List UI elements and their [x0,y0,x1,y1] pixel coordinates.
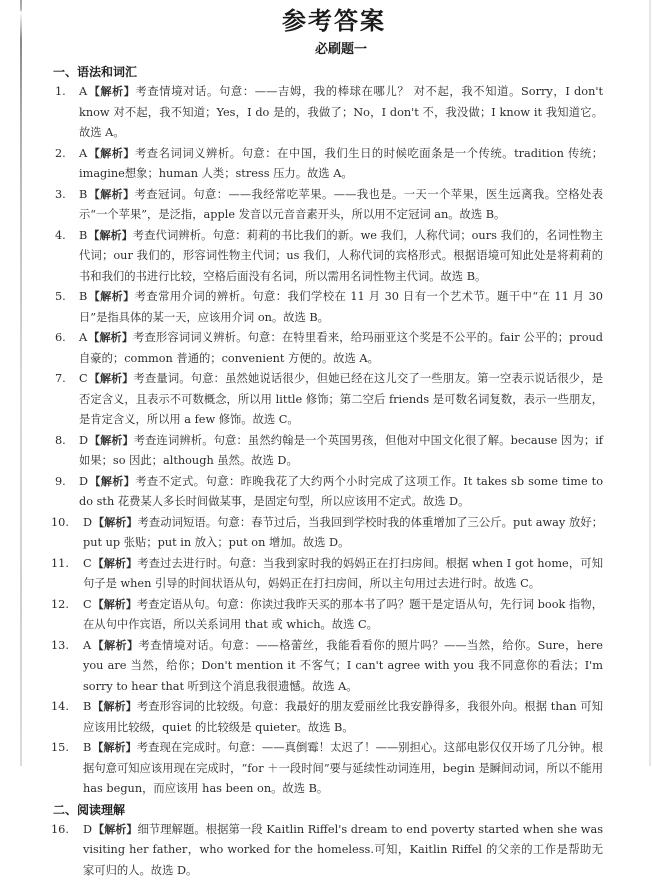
analysis-tag: 【解析】 [93,598,137,611]
item-explanation: 考查常用介词的辨析。句意：我们学校在 11 月 30 日有一个艺术节。题干中“在 11 月 30 日”是指具体的某一天，应该用介词 on。故选 B。 [79,290,603,324]
item-answer: B [79,290,87,303]
item-answer: A [79,147,87,160]
answer-item-8 [55,431,603,472]
answer-item-3 [55,185,603,226]
answer-item-14 [55,697,603,738]
item-explanation: 考查过去进行时。句意：当我到家时我的妈妈正在打扫房间。根据 when I got home，可知句子是 when 引导的时间状语从句，妈妈正在打扫房间，所以主句用过去进行时。故选 C。 [83,557,603,591]
answer-item-7 [55,369,603,431]
page-title: 参考答案 [55,4,603,38]
item-explanation: 考查名词词义辨析。句意：在中国，我们生日的时候吃面条是一个传统。tradition 传统；imagine想象；human 人类；stress 压力。故选 A。 [79,147,603,181]
analysis-tag: 【解析】 [88,331,133,344]
item-explanation: 考查形容词的比较级。句意：我最好的朋友爱丽丝比我安静得多，我很外向。根据 than 可知应该用比较级，quiet 的比较级是 quieter。故选 B。 [83,700,603,734]
item-number: 3. [55,185,79,206]
answer-item-6 [55,328,603,369]
item-number: 2. [55,144,79,165]
analysis-tag: 【解析】 [93,823,137,836]
item-explanation: 考查情境对话。句意：——格蕾丝，我能看看你的照片吗？——当然，给你。Sure，here you are 当然，给你；Don't mention it 不客气；I can't agree with you 我不同意你的看法；I'm sorry to hear that 听到这个消息我很遗憾。故选 A。 [83,639,603,693]
answer-item-12 [55,595,603,636]
item-answer: C [83,557,92,570]
item-answer: B [79,188,87,201]
answer-item-11 [55,554,603,595]
item-answer: D [83,823,92,836]
analysis-tag: 【解析】 [88,188,134,201]
item-number: 12. [51,595,79,616]
item-answer: C [79,372,88,385]
item-number: 5. [55,287,79,308]
item-explanation: 考查连词辨析。句意：虽然约翰是一个英国男孩，但他对中国文化很了解。because 因为；if 如果；so 因此；although 虽然。故选 D。 [79,434,603,468]
analysis-tag: 【解析】 [88,85,135,98]
item-number: 10. [51,513,79,534]
analysis-tag: 【解析】 [88,290,134,303]
analysis-tag: 【解析】 [89,434,134,447]
answer-item-9 [55,472,603,513]
section-reading-comprehension [55,800,603,881]
answer-key-page [55,4,603,881]
item-explanation: 考查情境对话。句意：——吉姆，我的棒球在哪儿？ 对不起，我不知道。Sorry，I don't know 对不起，我不知道；Yes，I do 是的，我做了；No，I don't 不，我没做；I know it 我知道它。故选 A。 [79,85,603,139]
item-number: 7. [55,369,79,390]
answer-item-2 [55,144,603,185]
page-right-edge [649,0,651,766]
item-explanation: 考查不定式。句意：昨晚我花了大约两个小时完成了这项工作。It takes sb some time to do sth 花费某人多长时间做某事，是固定句型，所以应该用不定式。故选 D。 [79,475,603,509]
item-answer: D [79,475,88,488]
item-answer: D [79,434,88,447]
item-answer: A [79,331,87,344]
item-answer: A [83,639,91,652]
analysis-tag: 【解析】 [93,557,138,570]
item-number: 11. [51,554,79,575]
answer-item-15 [55,738,603,800]
item-explanation: 考查冠词。句意：——我经常吃苹果。——我也是。一天一个苹果，医生远离我。空格处表示“一个苹果”，是泛指，apple 发音以元音音素开头，所以用不定冠词 an。故选 B。 [79,188,603,222]
item-explanation: 考查动词短语。句意：春节过后，当我回到学校时我的体重增加了三公斤。put away 放好；put up 张贴；put in 放入；put on 增加。故选 D。 [83,516,603,550]
answer-item-13 [55,636,603,698]
item-answer: C [83,598,92,611]
analysis-tag: 【解析】 [88,147,135,160]
item-explanation: 考查现在完成时。句意：——真倒霉！太迟了！——别担心。这部电影仅仅开场了几分钟。根据句意可知应该用现在完成时，“for ＋一段时间”要与延续性动词连用，begin 是瞬间动词，所以不能用 has begun，而应该用 has been on。故选 B。 [83,741,603,795]
binding-edge-line [20,0,22,766]
answer-item-10 [55,513,603,554]
item-number: 13. [51,636,79,657]
section-heading: 二、阅读理解 [53,800,603,820]
item-number: 8. [55,431,79,452]
answer-item-4 [55,226,603,288]
answer-item-5 [55,287,603,328]
analysis-tag: 【解析】 [93,516,137,529]
item-explanation: 考查代词辨析。句意：莉莉的书比我们的新。we 我们，人称代词；ours 我们的，名词性物主代词；our 我们的，形容词性物主代词；us 我们，人称代词的宾格形式。根据语境可知此处是将莉莉的书和我们的书进行比较，空格后面没有名词，所以需用名词性物主代词。故选 B。 [79,229,603,283]
analysis-tag: 【解析】 [92,700,137,713]
item-answer: B [83,741,91,754]
item-explanation: 考查定语从句。句意：你读过我昨天买的那本书了吗？题干是定语从句，先行词 book 指物，在从句中作宾语，所以关系词用 that 或 which。故选 C。 [83,598,603,632]
item-answer: B [79,229,87,242]
analysis-tag: 【解析】 [92,741,136,754]
item-number: 15. [51,738,79,759]
answer-item-1 [55,82,603,144]
page-subtitle: 必刷题一 [55,40,603,60]
item-explanation: 考查形容词词义辨析。句意：在特里看来，给玛丽亚这个奖是不公平的。fair 公平的；proud 自豪的；common 普通的；convenient 方便的。故选 A。 [79,331,603,365]
answer-item-16 [55,820,603,881]
item-answer: D [83,516,92,529]
analysis-tag: 【解析】 [92,639,138,652]
item-number: 16. [51,820,79,841]
analysis-tag: 【解析】 [88,229,132,242]
item-number: 4. [55,226,79,247]
section-heading: 一、语法和词汇 [53,62,603,82]
item-number: 6. [55,328,79,349]
item-number: 9. [55,472,79,493]
analysis-tag: 【解析】 [89,475,135,488]
item-explanation: 考查量词。句意：虽然她说话很少，但她已经在这儿交了一些朋友。第一空表示说话很少，是否定含义，且表示不可数概念，所以用 little 修饰；第二空后 friends 是可数名词复数，表示一些朋友，是肯定含义，所以用 a few 修饰。故选 C。 [79,372,603,426]
item-answer: A [79,85,87,98]
item-number: 1. [55,82,79,103]
item-number: 14. [51,697,79,718]
analysis-tag: 【解析】 [89,372,134,385]
item-explanation: 细节理解题。根据第一段 Kaitlin Riffel's dream to end poverty started when she was visiting her father，who worked for the homeless.可知，Kaitlin Riffel 的父亲的工作是帮助无家可归的人。故选 D。 [83,823,603,877]
item-answer: B [83,700,91,713]
section-grammar-vocabulary [55,62,603,800]
